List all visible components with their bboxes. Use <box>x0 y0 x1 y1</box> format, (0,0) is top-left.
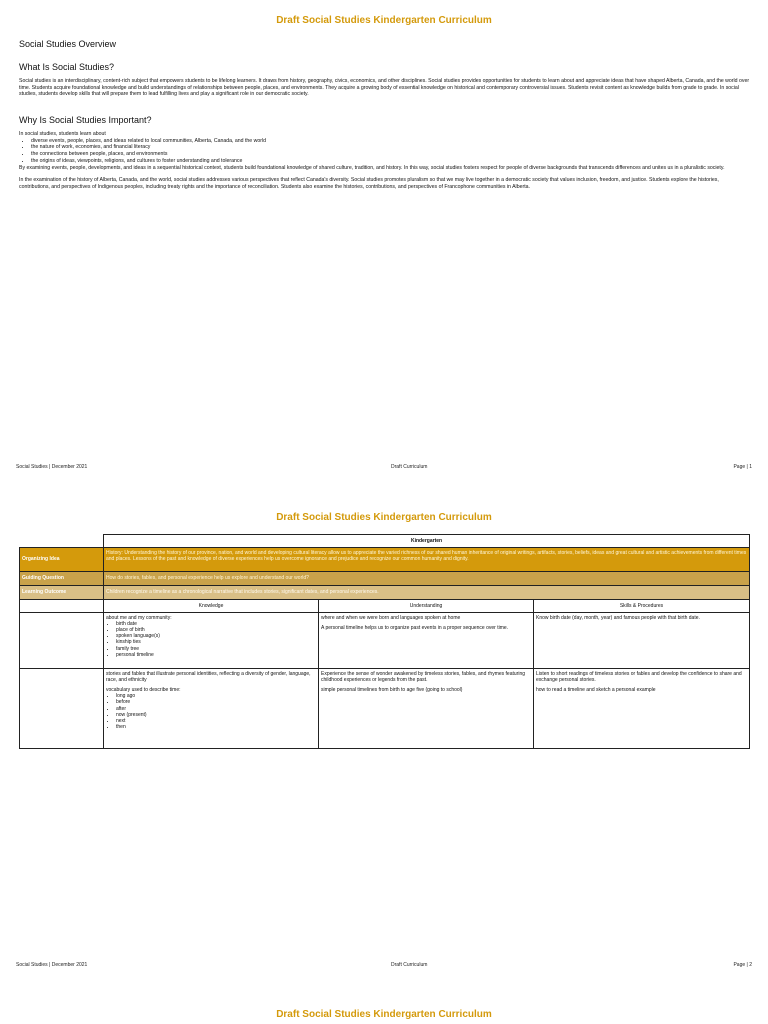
footer-center: Draft Curriculum <box>391 464 428 470</box>
what-heading: What Is Social Studies? <box>19 62 115 72</box>
document-title: Draft Social Studies Kindergarten Curriculum <box>276 512 492 523</box>
list-item: • personal timeline <box>116 652 316 658</box>
list-item: • birth date <box>116 621 316 627</box>
page-1 <box>0 0 768 480</box>
understanding-cell <box>319 613 534 669</box>
knowledge-intro: about me and my community: <box>106 614 172 621</box>
table-row <box>20 613 750 669</box>
column-header-understanding: Understanding <box>319 600 534 613</box>
document-title: Draft Social Studies Kindergarten Curriculum <box>276 15 492 26</box>
list-item: • next <box>116 718 316 724</box>
learning-outcome-label: Learning Outcome <box>20 586 104 600</box>
list-item: • before <box>116 699 316 705</box>
what-paragraph: Social studies is an interdisciplinary, content-rich subject that empowers students to be lifelong learners. It draws from history, geography, civics, economics, and other disciplines. Social studies provides opportunities for students to learn about and appreciate ideas that have shaped Alberta, Canada, and the world over time. Students acquire foundational knowledge and build understandings of relationships between people, places, and environments. They acquire a growing body of essential knowledge on historical and contemporary controversial issues. Students revisit content as knowledge builds from grade to grade. In social studies, students develop skills that will prepare them to lead fulfilling lives and play a significant role in our democratic society. <box>19 78 750 98</box>
why-list <box>19 138 751 165</box>
skills-cell <box>534 613 750 669</box>
list-item: • after <box>116 706 316 712</box>
curriculum-table <box>19 534 750 749</box>
knowledge-list <box>106 693 316 730</box>
list-item: • family tree <box>116 646 316 652</box>
understanding-text: simple personal timelines from birth to age five (going to school) <box>321 686 463 693</box>
knowledge-text: stories and fables that illustrate personal identities, reflecting a diversity of gender, language, race, and ethnicity <box>106 670 311 683</box>
knowledge-cell <box>104 669 319 749</box>
list-item: • spoken language(s) <box>116 633 316 639</box>
list-item: • the origins of ideas, viewpoints, religions, and cultures to foster understanding and tolerance <box>31 158 751 165</box>
footer-left: Social Studies | December 2021 <box>16 464 88 470</box>
list-item: • diverse events, people, places, and ideas related to local communities, Alberta, Canada, and the world <box>31 138 751 145</box>
skills-cell <box>534 669 750 749</box>
understanding-text: Experience the sense of wonder awakened by timeless stories, fables, and rhymes featuring childhood experiences or legends from the past. <box>321 670 525 683</box>
page-3 <box>0 1000 768 1024</box>
skills-text: how to read a timeline and sketch a personal example <box>536 686 656 693</box>
list-item: • now (present) <box>116 712 316 718</box>
list-item: • place of birth <box>116 627 316 633</box>
why-intro: In social studies, students learn about <box>19 131 106 137</box>
why-final-paragraph: In the examination of the history of Alberta, Canada, and the world, social studies addresses various perspectives that reflect Canada's diversity. Social studies promotes pluralism so that we may live together in a democratic society that values inclusion, freedom, and justice. Students explore the histories, contributions, and perspectives of Indigenous peoples, including treaty rights and the importance of reconciliation. Students also examine the histories, contributions, and perspectives of Francophone communities in Alberta. <box>19 177 719 190</box>
list-item: • the nature of work, economies, and financial literacy <box>31 144 751 151</box>
knowledge-cell <box>104 613 319 669</box>
document-title: Draft Social Studies Kindergarten Curriculum <box>276 1009 492 1020</box>
list-item: • the connections between people, places, and environments <box>31 151 751 158</box>
column-header-skills: Skills & Procedures <box>534 600 750 613</box>
organizing-idea-text: History: Understanding the history of our province, nation, and world and developing cultural literacy allow us to appreciate the varied richness of our shared human inheritance of original writings, artifacts, stories, beliefs, ideas and great cultural and artistic achievements from different times and places. Lessons of the past and knowledge of diverse experiences help us overcome ignorance and prejudice and recognize our common humanity and dignity. <box>104 548 750 572</box>
organizing-idea-label: Organizing Idea <box>20 548 104 572</box>
knowledge-text: vocabulary used to describe time: <box>106 686 181 693</box>
learning-outcome-text: Children recognize a timeline as a chronological narrative that includes stories, significant dates, and personal experiences. <box>104 586 750 600</box>
understanding-text: where and when we were born and languages spoken at home <box>321 614 461 621</box>
skills-text: Listen to short readings of timeless stories or fables and develop the confidence to share and exchange personal stories. <box>536 670 742 683</box>
guiding-question-label: Guiding Question <box>20 572 104 586</box>
footer-left: Social Studies | December 2021 <box>16 962 88 968</box>
skills-text: Know birth date (day, month, year) and famous people with that birth date. <box>536 614 700 621</box>
footer-center: Draft Curriculum <box>391 962 428 968</box>
guiding-question-text: How do stories, fables, and personal experience help us explore and understand our world? <box>104 572 750 586</box>
list-item: • then <box>116 724 316 730</box>
list-item: • long ago <box>116 693 316 699</box>
why-after-paragraph: By examining events, people, developments, and ideas in a sequential historical context, students build foundational knowledge of shared culture, tradition, and history. In this way, social studies fosters respect for people of diverse backgrounds that transcends differences and unites us in a pluralistic society. <box>19 164 725 171</box>
grade-header: Kindergarten <box>104 535 750 548</box>
understanding-text: A personal timeline helps us to organize past events in a proper sequence over time. <box>321 624 509 631</box>
list-item: • kinship ties <box>116 639 316 645</box>
knowledge-list <box>106 621 316 658</box>
footer-page-number: Page | 1 <box>733 464 752 470</box>
column-header-knowledge: Knowledge <box>104 600 319 613</box>
overview-heading: Social Studies Overview <box>19 39 117 49</box>
why-heading: Why Is Social Studies Important? <box>19 115 152 125</box>
table-row <box>20 669 750 749</box>
page-2 <box>0 496 768 972</box>
why-section <box>19 131 751 191</box>
understanding-cell <box>319 669 534 749</box>
footer-page-number: Page | 2 <box>733 962 752 968</box>
